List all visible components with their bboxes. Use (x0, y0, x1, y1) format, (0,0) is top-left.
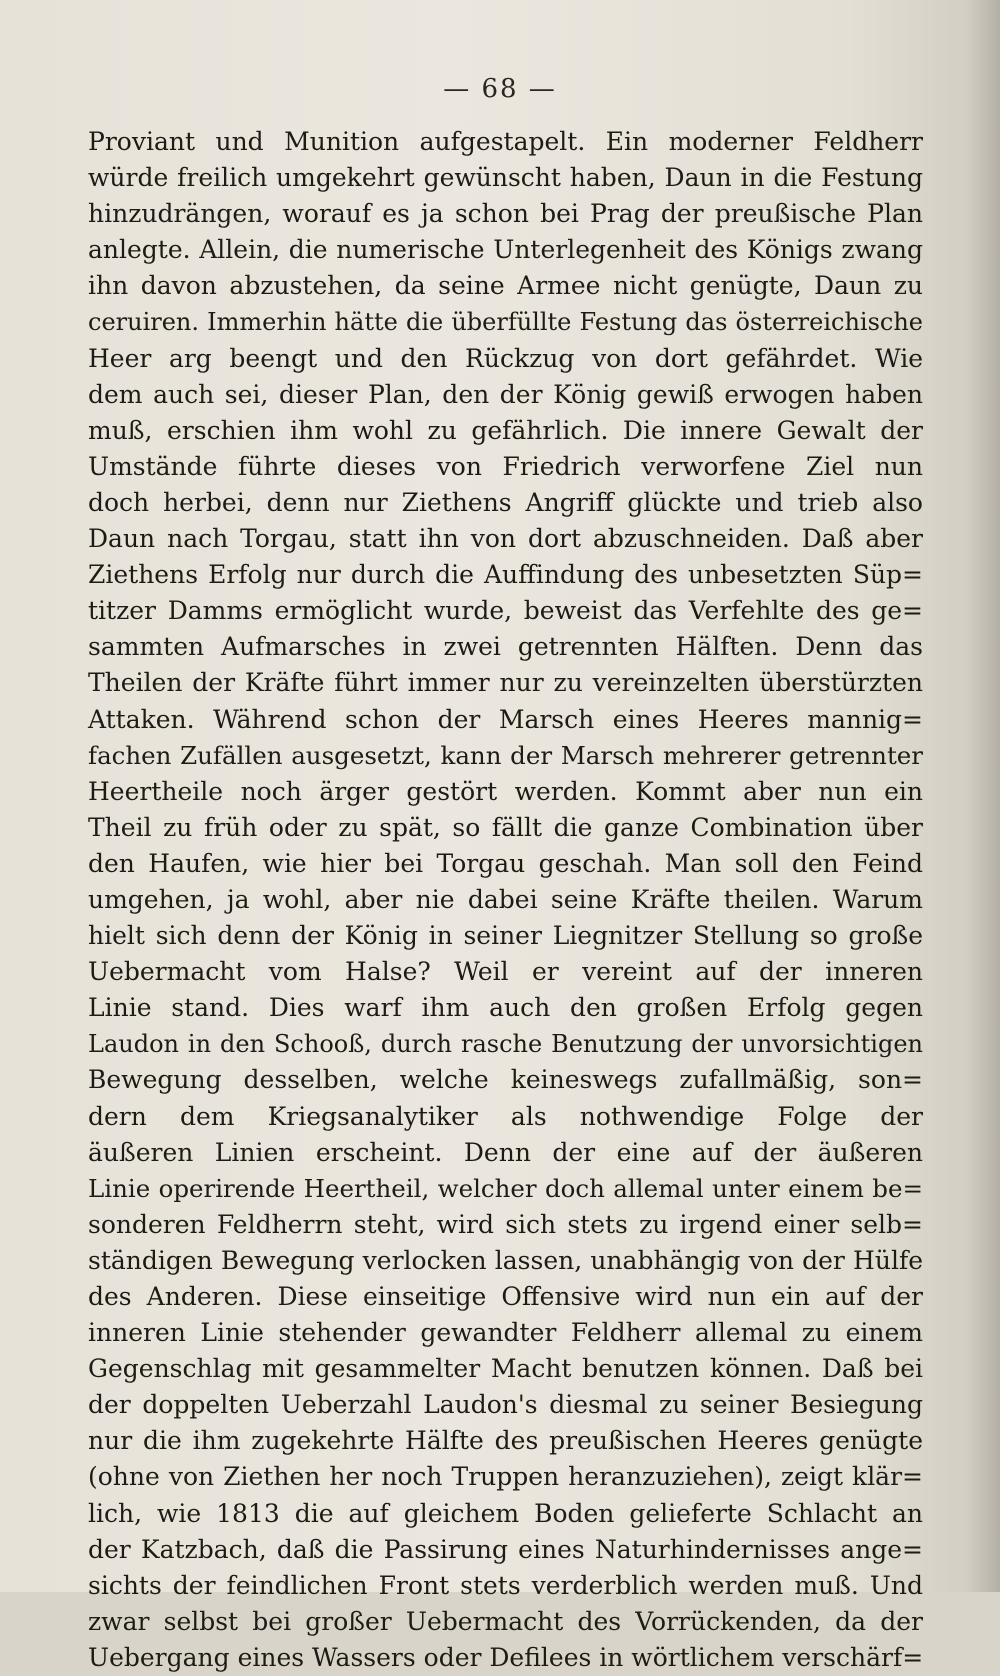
text-line: Heertheile noch ärger gestört werden. Kommt aber nun ein (88, 776, 923, 806)
text-line: (ohne von Ziethen her noch Truppen heranzuziehen), zeigt klär= (88, 1462, 923, 1492)
text-line: Linie stand. Dies warf ihm auch den großen Erfolg gegen (88, 993, 923, 1023)
text-line: fachen Zufällen ausgesetzt, kann der Marsch mehrerer getrennter (88, 740, 923, 770)
page-edge-shadow (966, 0, 1000, 1592)
text-line: äußeren Linien erscheint. Denn der eine auf der äußeren (88, 1137, 923, 1167)
text-line: Laudon in den Schooß, durch rasche Benutzung der unvorsichtigen (88, 1030, 923, 1059)
text-line: anlegte. Allein, die numerische Unterlegenheit des Königs zwang (88, 235, 923, 265)
page-number: — 68 — (443, 74, 557, 104)
text-line: ständigen Bewegung verlocken lassen, unabhängig von der Hülfe (88, 1245, 923, 1275)
text-line: Umstände führte dieses von Friedrich verworfene Ziel nun (88, 451, 923, 481)
text-line: Gegenschlag mit gesammelter Macht benutzen können. Daß bei (88, 1354, 923, 1384)
text-line: nur die ihm zugekehrte Hälfte des preußischen Heeres genügte (88, 1426, 923, 1456)
text-line: sonderen Feldherrn steht, wird sich stets zu irgend einer selb= (88, 1209, 923, 1239)
text-line: Proviant und Munition aufgestapelt. Ein moderner Feldherr (88, 127, 923, 156)
text-line: umgehen, ja wohl, aber nie dabei seine Kräfte theilen. Warum (88, 884, 923, 914)
text-line: Attaken. Während schon der Marsch eines Heeres mannig= (88, 704, 923, 734)
text-line: Ziethens Erfolg nur durch die Auffindung des unbesetzten Süp= (88, 560, 923, 590)
text-line: sammten Aufmarsches in zwei getrennten Hälften. Denn das (88, 632, 923, 662)
text-line: Linie operirende Heertheil, welcher doch allemal unter einem be= (88, 1173, 923, 1203)
text-line: den Haufen, wie hier bei Torgau geschah. Man soll den Feind (88, 848, 923, 878)
text-line: dem auch sei, dieser Plan, den der König gewiß erwogen haben (88, 379, 923, 409)
text-line: Uebergang eines Wassers oder Defilees in wörtlichem verschärf= (88, 1642, 924, 1672)
text-line: zwar selbst bei großer Uebermacht des Vorrückenden, da der (88, 1606, 923, 1636)
text-line: der Katzbach, daß die Passirung eines Naturhindernisses ange= (88, 1534, 923, 1564)
text-line: Uebermacht vom Halse? Weil er vereint auf der inneren (88, 957, 923, 987)
text-line: des Anderen. Diese einseitige Offensive wird nun ein auf der (88, 1282, 923, 1311)
text-line: ihn davon abzustehen, da seine Armee nicht genügte, Daun zu (88, 271, 923, 301)
text-line: der doppelten Ueberzahl Laudon's diesmal zu seiner Besiegung (88, 1390, 923, 1420)
body-text (88, 124, 923, 1676)
text-line: Theil zu früh oder zu spät, so fällt die ganze Combination über (88, 812, 923, 842)
text-line: muß, erschien ihm wohl zu gefährlich. Die innere Gewalt der (88, 415, 923, 445)
text-line: hielt sich denn der König in seiner Liegnitzer Stellung so große (88, 921, 923, 951)
text-line: würde freilich umgekehrt gewünscht haben, Daun in die Festung (88, 163, 923, 193)
text-line: Heer arg beengt und den Rückzug von dort gefährdet. Wie (88, 343, 923, 373)
text-line: lich, wie 1813 die auf gleichem Boden gelieferte Schlacht an (88, 1498, 923, 1528)
text-line: sichts der feindlichen Front stets verderblich werden muß. Und (88, 1570, 923, 1600)
text-line: dern dem Kriegsanalytiker als nothwendige Folge der (88, 1101, 923, 1131)
text-line: Theilen der Kräfte führt immer nur zu vereinzelten überstürzten (88, 668, 923, 698)
text-line: hinzudrängen, worauf es ja schon bei Prag der preußische Plan (88, 199, 923, 229)
text-line: Bewegung desselben, welche keineswegs zufallmäßig, son= (88, 1065, 923, 1095)
text-line: inneren Linie stehender gewandter Feldherr allemal zu einem (88, 1318, 923, 1348)
text-line: Daun nach Torgau, statt ihn von dort abzuschneiden. Daß aber (88, 524, 923, 554)
text-line: ceruiren. Immerhin hätte die überfüllte Festung das österreichische (88, 308, 923, 337)
text-line: titzer Damms ermöglicht wurde, beweist das Verfehlte des ge= (88, 596, 923, 626)
text-line: doch herbei, denn nur Ziethens Angriff glückte und trieb also (88, 487, 923, 517)
